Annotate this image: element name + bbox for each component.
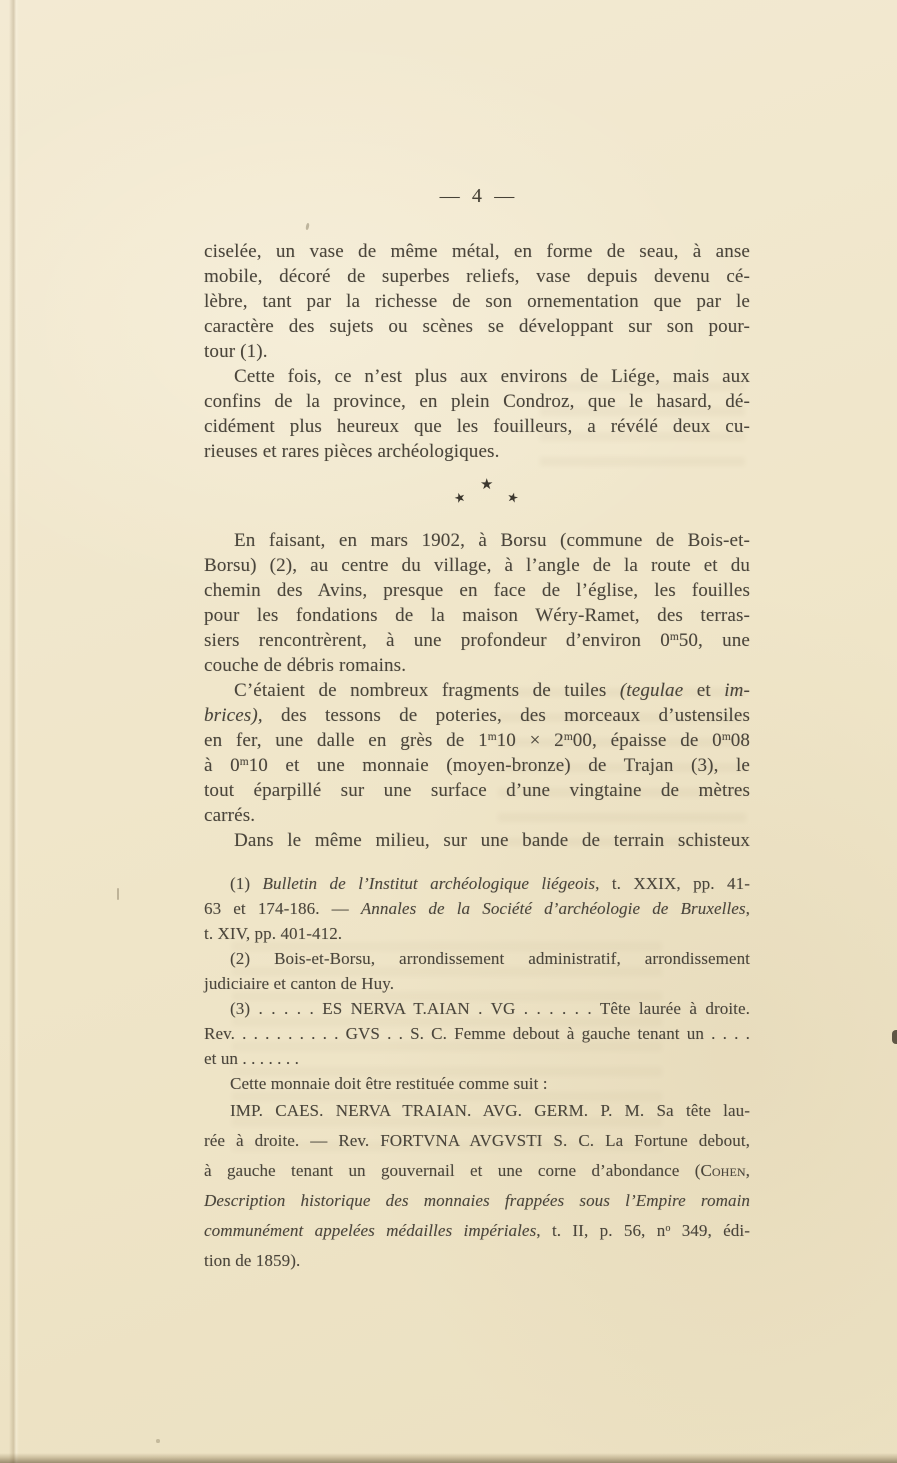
section-separator xyxy=(204,464,750,528)
text-line xyxy=(204,239,750,264)
text-segment: tour (1). xyxy=(204,341,268,362)
text-line xyxy=(204,339,750,364)
text-line xyxy=(204,871,750,896)
text-line xyxy=(204,1046,750,1071)
text-segment: en fer, une dalle en grès de 1 xyxy=(204,730,488,751)
text-segment: 00, épaisse de 0 xyxy=(572,730,722,751)
text-line xyxy=(204,946,750,971)
paragraph xyxy=(204,871,750,946)
text-segment: tout éparpillé sur une surface d’une vingtaine de mètres xyxy=(204,780,750,801)
text-segment: siers rencontrèrent, à une profondeur d’environ 0 xyxy=(204,630,670,651)
text-segment: 349, édi- xyxy=(670,1221,750,1240)
text-segment: à 0 xyxy=(204,755,240,776)
text-segment: IMP. CAES. NERVA TRAIAN. AVG. GERM. P. M. Sa tête lau- xyxy=(230,1101,750,1120)
text-segment: (tegulae xyxy=(619,680,684,701)
text-segment: Rev. . . . . . . . . . GVS . . S. C. Femme debout à gauche tenant un . . . . xyxy=(204,1024,750,1043)
text-segment: 08 xyxy=(730,730,750,751)
text-segment: des tessons de poteries, des morceaux d’ustensiles xyxy=(262,705,750,726)
text-segment: couche de débris romains. xyxy=(204,655,407,676)
text-segment: 10 × 2 xyxy=(496,730,564,751)
text-segment: et xyxy=(683,680,725,701)
text-segment: confins de la province, en plein Condroz, que le hasard, dé- xyxy=(204,391,750,412)
paragraph xyxy=(204,946,750,996)
paragraph xyxy=(204,678,750,828)
scan-speck xyxy=(117,888,119,900)
text-segment: Description historique des monnaies frappées sous l’Empire romain xyxy=(204,1191,750,1210)
text-segment: mobile, décoré de superbes reliefs, vase depuis devenu cé- xyxy=(204,266,750,287)
text-segment: lèbre, tant par la richesse de son ornementation que par le xyxy=(204,291,750,312)
text-segment: t. XIV, pp. 401-412. xyxy=(204,924,343,943)
text-segment: ciselée, un vase de même métal, en forme de seau, à anse xyxy=(204,241,750,262)
text-segment: Cette monnaie doit être restituée comme suit : xyxy=(230,1074,548,1093)
text-segment: 50, une xyxy=(678,630,750,651)
paragraph xyxy=(204,1071,750,1096)
body-text xyxy=(204,239,750,853)
scan-speck xyxy=(156,1439,160,1443)
text-segment: im- xyxy=(724,680,750,701)
footnotes xyxy=(204,871,750,1276)
text-segment: m xyxy=(669,631,679,644)
text-segment: et un . . . . . . . xyxy=(204,1049,299,1068)
text-segment: Bulletin de l’Institut archéologique liégeois xyxy=(262,874,596,893)
text-segment: (1) xyxy=(230,874,263,893)
text-segment: Cohen xyxy=(700,1161,746,1180)
text-line xyxy=(204,828,750,853)
text-segment: m xyxy=(721,731,731,744)
text-line xyxy=(204,414,750,439)
text-segment: , xyxy=(745,1161,750,1180)
paragraph xyxy=(204,364,750,464)
text-segment: brices), xyxy=(204,705,263,726)
text-line xyxy=(204,971,750,996)
text-line xyxy=(204,1021,750,1046)
text-segment: carrés. xyxy=(204,805,256,826)
page-number: — 4 — xyxy=(439,185,515,207)
text-line xyxy=(204,1186,750,1216)
text-segment: (3) . . . . . ES NERVA T.AIAN . VG . . . . . . Tête laurée à droite. xyxy=(230,999,750,1018)
text-segment: , t. XXIX, pp. 41- xyxy=(595,874,750,893)
text-segment: à gauche tenant un gouvernail et une corne d’abondance ( xyxy=(204,1161,701,1180)
text-segment: C’étaient de nombreux fragments de tuiles xyxy=(234,680,620,701)
text-segment: rée à droite. — Rev. FORTVNA AVGVSTI S. C. La Fortune debout, xyxy=(204,1131,750,1150)
text-line xyxy=(204,439,750,464)
text-segment: Borsu) (2), au centre du village, à l’angle de la route et du xyxy=(204,555,750,576)
text-line xyxy=(204,1126,750,1156)
text-segment: (2) Bois-et-Borsu, arrondissement administratif, arrondissement xyxy=(230,949,750,968)
scan-speck xyxy=(892,1030,897,1044)
text-segment: 63 et 174-186. — xyxy=(204,899,361,918)
paragraph xyxy=(204,239,750,364)
text-segment: o xyxy=(665,1222,671,1234)
page-crease xyxy=(9,0,19,1463)
text-line xyxy=(204,678,750,703)
text-line xyxy=(204,628,750,653)
text-line xyxy=(204,803,750,828)
paragraph xyxy=(204,528,750,678)
text-segment: , xyxy=(745,899,750,918)
text-line xyxy=(204,1096,750,1126)
text-segment: Cette fois, ce n’est plus aux environs de Liége, mais aux xyxy=(234,366,750,387)
text-segment: m xyxy=(239,756,249,769)
text-line xyxy=(204,289,750,314)
text-line xyxy=(204,896,750,921)
star-icon: ★ xyxy=(451,488,468,507)
text-line xyxy=(204,921,750,946)
text-line xyxy=(204,1071,750,1096)
paragraph xyxy=(204,828,750,853)
text-line xyxy=(204,1156,750,1186)
text-line xyxy=(204,996,750,1021)
text-line xyxy=(204,778,750,803)
text-segment: En faisant, en mars 1902, à Borsu (commune de Bois-et- xyxy=(234,530,750,551)
text-segment: Dans le même milieu, sur une bande de terrain schisteux xyxy=(234,830,750,851)
text-segment: Annales de la Société d’archéologie de Bruxelles xyxy=(360,899,746,918)
text-line xyxy=(204,1216,750,1246)
text-segment: m xyxy=(487,731,497,744)
text-line xyxy=(204,728,750,753)
text-line xyxy=(204,314,750,339)
text-line xyxy=(204,264,750,289)
text-line xyxy=(204,553,750,578)
text-segment: judiciaire et canton de Huy. xyxy=(204,974,395,993)
text-segment: pour les fondations de la maison Wéry-Ramet, des terras- xyxy=(204,605,750,626)
text-line xyxy=(204,603,750,628)
text-segment: 10 et une monnaie (moyen-bronze) de Trajan (3), le xyxy=(248,755,750,776)
text-segment: cidément plus heureux que les fouilleurs, a révélé deux cu- xyxy=(204,416,750,437)
text-line xyxy=(204,753,750,778)
text-segment: tion de 1859). xyxy=(204,1251,301,1270)
text-segment: m xyxy=(563,731,573,744)
text-line xyxy=(204,703,750,728)
text-segment: , t. II, p. 56, n xyxy=(536,1221,666,1240)
text-column xyxy=(204,183,750,1276)
paragraph xyxy=(204,1096,750,1276)
text-segment: rieuses et rares pièces archéologiques. xyxy=(204,441,500,462)
star-icon: ★ xyxy=(505,488,521,507)
paragraph xyxy=(204,996,750,1071)
star-icon: ★ xyxy=(480,477,494,493)
text-line xyxy=(204,389,750,414)
text-segment: chemin des Avins, presque en face de l’église, les fouilles xyxy=(204,580,750,601)
text-line xyxy=(204,653,750,678)
text-segment: communément appelées médailles impériales xyxy=(204,1221,537,1240)
text-line xyxy=(204,364,750,389)
text-line xyxy=(204,1246,750,1276)
text-segment: caractère des sujets ou scènes se développant sur son pour- xyxy=(204,316,750,337)
text-line xyxy=(204,578,750,603)
text-line xyxy=(204,528,750,553)
